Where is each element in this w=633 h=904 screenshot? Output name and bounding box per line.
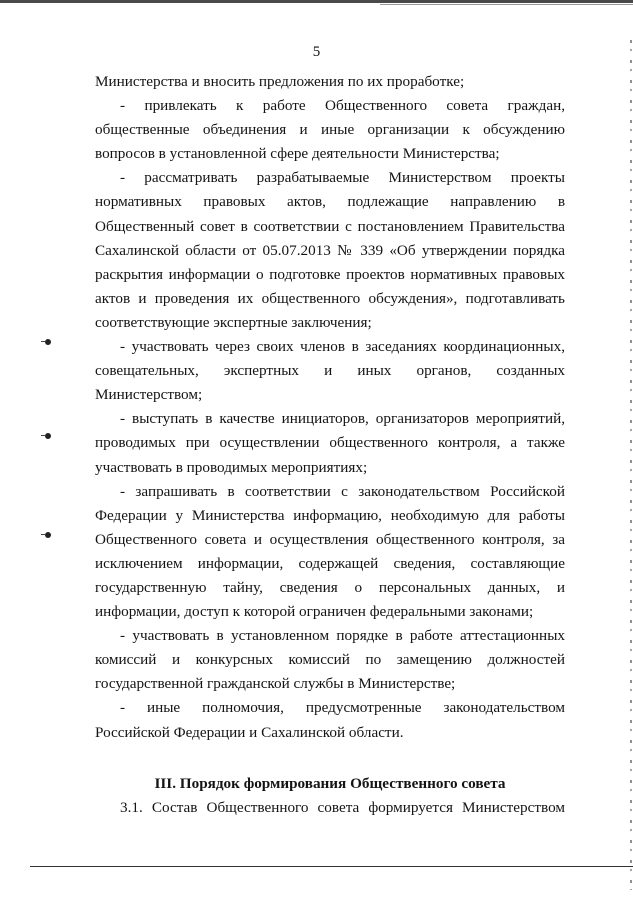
punch-mark xyxy=(45,433,51,439)
paragraph: - иные полномочия, предусмотренные законодательством Российской Федерации и Сахалинской области. xyxy=(95,699,565,741)
paragraph: Министерства и вносить предложения по их проработке; xyxy=(95,73,465,90)
paragraph: - запрашивать в соответствии с законодательством Российской Федерации у Министерства информацию, необходимую для работы Общественного совета и осуществления общественного контроля, за исключением информации, содержащей сведения, составляющие государственную тайну, сведения о персональных данных, и информации, доступ к которой ограничен федеральными законами; xyxy=(95,482,565,621)
document-body xyxy=(95,70,565,820)
section-heading: III. Порядок формирования Общественного совета xyxy=(154,774,506,792)
scan-edge-top-line xyxy=(380,4,633,5)
punch-mark xyxy=(45,339,51,345)
scan-edge-top xyxy=(0,0,633,3)
paragraph: - привлекать к работе Общественного совета граждан, общественные объединения и иные организации к обсуждению вопросов в установленной сфере деятельности Министерства; xyxy=(95,97,565,163)
scan-edge-right xyxy=(630,40,632,890)
paragraph: - выступать в качестве инициаторов, организаторов мероприятий, проводимых при осуществлении общественного контроля, а также участвовать в проводимых мероприятиях; xyxy=(95,410,565,476)
page-number: 5 xyxy=(312,44,321,60)
paragraph: - участвовать в установленном порядке в работе аттестационных комиссий и конкурсных комиссий по замещению должностей государственной гражданской службы в Министерстве; xyxy=(95,627,565,693)
scan-edge-bottom xyxy=(30,866,633,867)
punch-mark xyxy=(45,532,51,538)
paragraph: - участвовать через своих членов в заседаниях координационных, совещательных, экспертных и иных органов, созданных Министерством; xyxy=(95,338,565,404)
paragraph: - рассматривать разрабатываемые Министерством проекты нормативных правовых актов, подлежащие направлению в Общественный совет в соответствии с постановлением Правительства Сахалинской области от 05.07.2013 № 339 «Об утверждении порядка раскрытия информации о подготовке проектов нормативных правовых актов и проведения их общественного обсуждения», подготавливать соответствующие экспертные заключения; xyxy=(95,169,565,331)
section-first-line: 3.1. Состав Общественного совета формируется Министерством xyxy=(120,798,565,816)
